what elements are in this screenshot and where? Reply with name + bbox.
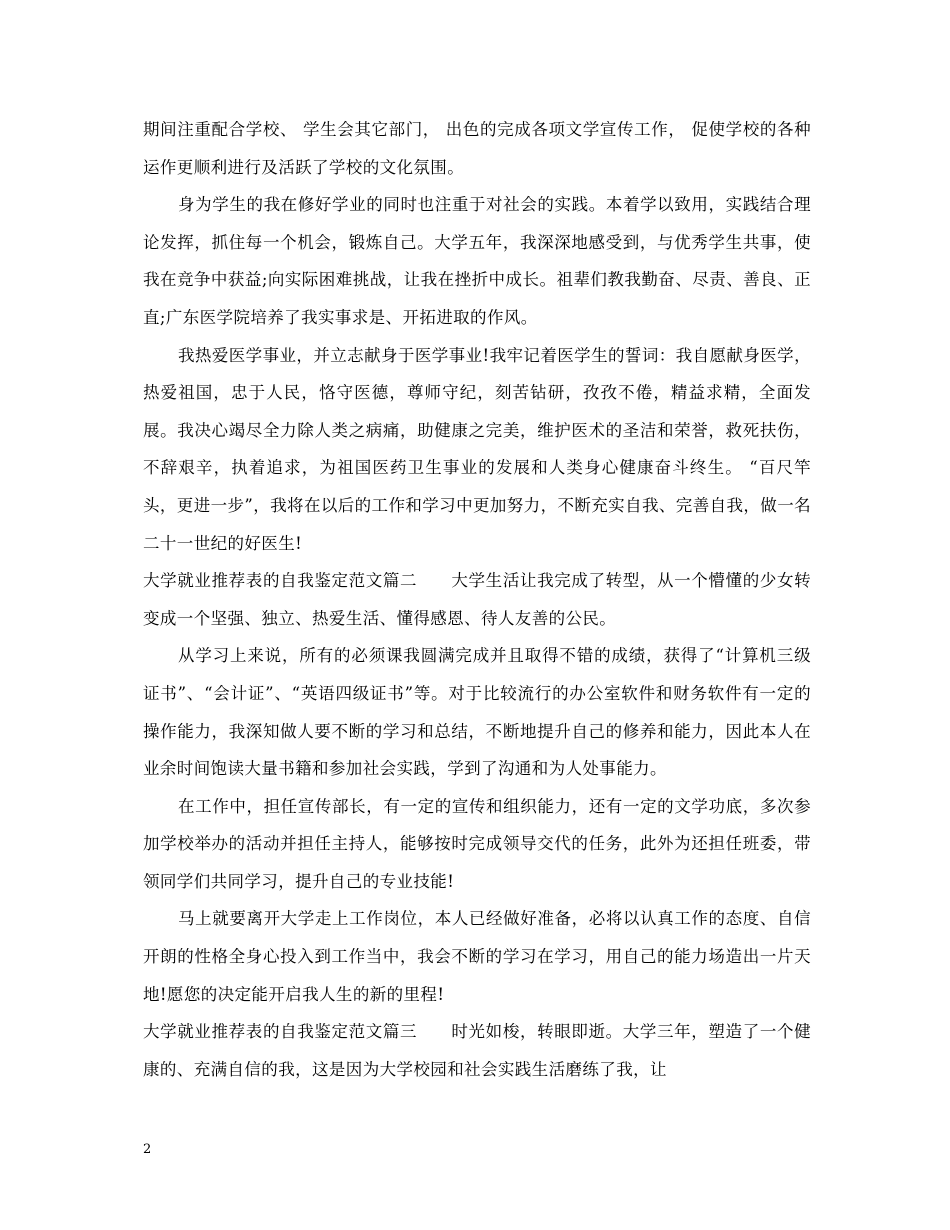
paragraph-1: 期间注重配合学校、 学生会其它部门， 出色的完成各项文学宣传工作， 促使学校的各种运作更顺利进行及活跃了学校的文化氛围。 <box>143 120 811 177</box>
paragraph-5: 从学习上来说，所有的必须课我圆满完成并且取得不错的成绩，获得了“计算机三级证书”、“会计证”、“英语四级证书”等。对于比较流行的办公室软件和财务软件有一定的操作能力，我深知做人要不断的学习和总结，不断地提升自己的修养和能力，因此本人在业余时间饱读大量书籍和参加社会实践，学到了沟通和为人处事能力。 <box>143 646 811 779</box>
document-body <box>143 111 811 1088</box>
paragraph-7: 马上就要离开大学走上工作岗位，本人已经做好准备，必将以认真工作的态度、自信开朗的性格全身心投入到工作当中，我会不断的学习在学习，用自己的能力场造出一片天地!愿您的决定能开启我人生的新的里程! <box>143 909 811 1004</box>
paragraph-2: 身为学生的我在修好学业的同时也注重于对社会的实践。本着学以致用，实践结合理论发挥，抓住每一个机会，锻炼自己。大学五年，我深深地感受到，与优秀学生共事，使 我在竞争中获益;向实际困难挑战，让我在挫折中成长。祖辈们教我勤奋、尽责、善良、正 直;广东医学院培养了我实事求是、开拓进取的作风。 <box>143 195 811 327</box>
paragraph-6: 在工作中，担任宣传部长，有一定的宣传和组织能力，还有一定的文学功底，多次参加学校举办的活动并担任主持人，能够按时完成领导交代的任务，此外为还担任班委，带领同学们共同学习，提升自己的专业技能! <box>143 796 811 891</box>
section-heading-part-two: 大学就业推荐表的自我鉴定范文篇二 大学生活让我完成了转型，从一个懵懂的少女转变成一个坚强、独立、热爱生活、懂得感恩、待人友善的公民。 <box>143 571 811 628</box>
page-number: 2 <box>143 1142 152 1157</box>
paragraph-3: 我热爱医学事业，并立志献身于医学事业!我牢记着医学生的誓词：我自愿献身医学，热爱祖国，忠于人民，恪守医德，尊师守纪，刻苦钻研，孜孜不倦，精益求精，全面发 展。我决心竭尽全力除人类之病痛，助健康之完美，维护医术的圣洁和荣誉，救死扶伤，不辞艰辛，执着追求，为祖国医药卫生事业的发展和人类身心健康奋斗终生。 “百尺竿头，更进一步”，我将在以后的工作和学习中更加努力，不断充实自我、完善自我，做一名二十一世纪的好医生! <box>143 345 811 553</box>
section-heading-part-three: 大学就业推荐表的自我鉴定范文篇三 时光如梭，转眼即逝。大学三年，塑造了一个健康的、充满自信的我，这是因为大学校园和社会实践生活磨练了我，让 <box>143 1022 811 1079</box>
